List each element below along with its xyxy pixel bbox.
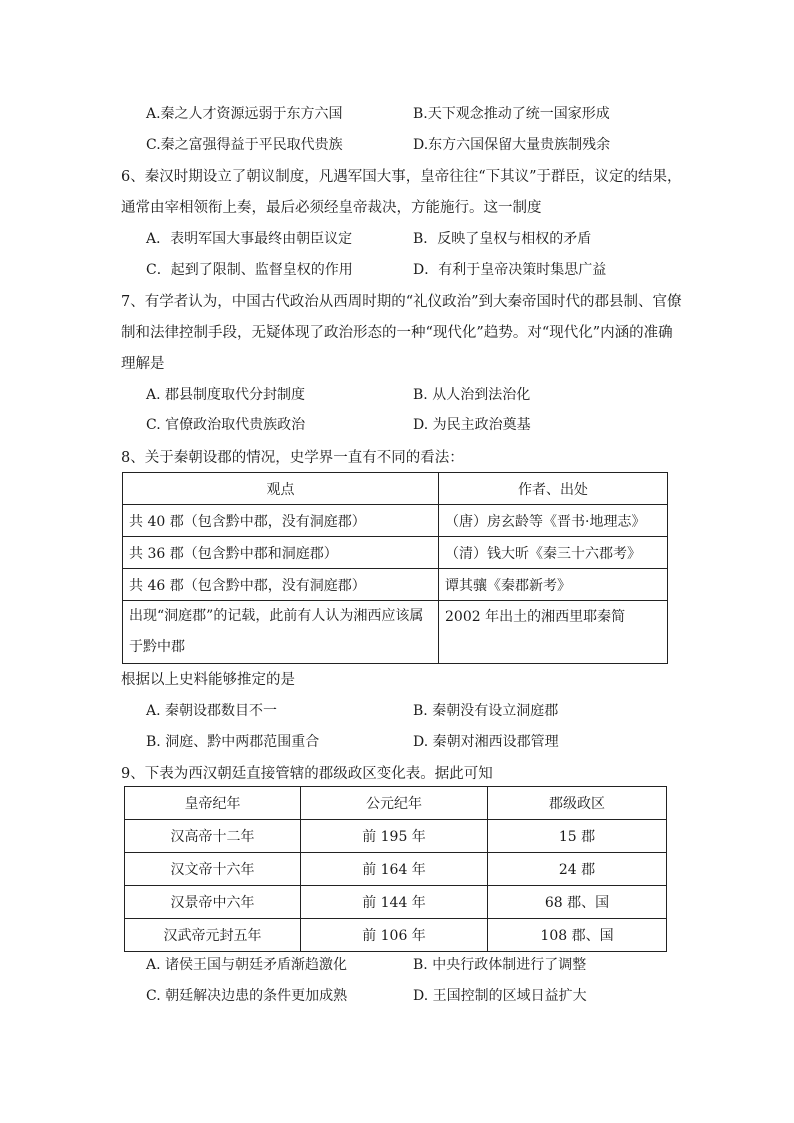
q6-option-b: B．反映了皇权与相权的矛盾 <box>413 231 592 247</box>
q7-stem-line3: 理解是 <box>121 356 165 372</box>
table-row <box>123 505 668 537</box>
q5-option-c: C.秦之富强得益于平民取代贵族 <box>146 137 343 153</box>
table-row <box>123 601 668 664</box>
q7-stem-line1: 7、有学者认为，中国古代政治从西周时期的“礼仪政治”到大秦帝国时代的郡县制、官僚 <box>121 294 682 310</box>
q5-option-b: B.天下观念推动了统一国家形成 <box>413 106 610 122</box>
table-row <box>125 886 667 919</box>
table-cell: 汉高帝十二年 <box>125 820 301 853</box>
table-cell-view: 共 36 郡（包含黔中郡和洞庭郡） <box>123 537 439 569</box>
table-row <box>125 919 667 952</box>
table-cell: 68 郡、国 <box>488 886 667 919</box>
q9-option-d: D. 王国控制的区域日益扩大 <box>413 988 587 1004</box>
q5-option-a: A.秦之人才资源远弱于东方六国 <box>146 106 343 122</box>
table-header-cell: 观点 <box>123 473 439 505</box>
table-cell: 前 106 年 <box>301 919 488 952</box>
q8-option-c: B. 洞庭、黔中两郡范围重合 <box>146 734 320 750</box>
table-cell-source: 谭其骧《秦郡新考》 <box>439 569 668 601</box>
table-cell: 汉武帝元封五年 <box>125 919 301 952</box>
q6-option-d: D．有利于皇帝决策时集思广益 <box>413 262 607 278</box>
table-cell: 24 郡 <box>488 853 667 886</box>
q7-stem-line2: 制和法律控制手段，无疑体现了政治形态的一种“现代化”趋势。对“现代化”内涵的准确 <box>121 325 673 341</box>
q8-table <box>122 472 668 664</box>
table-cell: 108 郡、国 <box>488 919 667 952</box>
q9-option-b: B. 中央行政体制进行了调整 <box>413 957 587 973</box>
q7-option-a: A. 郡县制度取代分封制度 <box>146 387 306 403</box>
table-header-cell: 郡级政区 <box>488 787 667 820</box>
q8-option-b: B. 秦朝没有设立洞庭郡 <box>413 703 559 719</box>
table-cell: 前 195 年 <box>301 820 488 853</box>
q6-stem-line1: 6、秦汉时期设立了朝议制度，凡遇军国大事，皇帝往往“下其议”于群臣，议定的结果， <box>121 169 682 185</box>
q9-option-a: A. 诸侯王国与朝廷矛盾渐趋激化 <box>146 957 348 973</box>
table-cell: 15 郡 <box>488 820 667 853</box>
q7-option-b: B. 从人治到法治化 <box>413 387 531 403</box>
table-cell: 汉文帝十六年 <box>125 853 301 886</box>
table-header-cell: 作者、出处 <box>439 473 668 505</box>
q9-table <box>124 786 667 952</box>
q8-after-text: 根据以上史料能够推定的是 <box>121 672 295 688</box>
table-row <box>123 537 668 569</box>
q9-option-c: C. 朝廷解决边患的条件更加成熟 <box>146 988 348 1004</box>
table-header-cell: 公元纪年 <box>301 787 488 820</box>
q7-option-d: D. 为民主政治奠基 <box>413 417 531 433</box>
q6-option-c: C．起到了限制、监督皇权的作用 <box>146 262 353 278</box>
table-row <box>125 820 667 853</box>
table-cell-source: （唐）房玄龄等《晋书·地理志》 <box>439 505 668 537</box>
q8-stem: 8、关于秦朝设郡的情况，史学界一直有不同的看法： <box>121 450 464 466</box>
table-cell-source: （清）钱大昕《秦三十六郡考》 <box>439 537 668 569</box>
table-cell-view: 出现“洞庭郡”的记载，此前有人认为湘西应该属于黔中郡 <box>123 601 439 664</box>
table-cell: 汉景帝中六年 <box>125 886 301 919</box>
q8-option-a: A. 秦朝设郡数目不一 <box>146 703 278 719</box>
q5-option-d: D.东方六国保留大量贵族制残余 <box>413 137 611 153</box>
q8-option-d: D. 秦朝对湘西设郡管理 <box>413 734 559 750</box>
q6-stem-line2: 通常由宰相领衔上奏，最后必须经皇帝裁决，方能施行。这一制度 <box>121 200 542 216</box>
q6-option-a: A．表明军国大事最终由朝臣议定 <box>146 231 353 247</box>
table-cell-view: 共 46 郡（包含黔中郡，没有洞庭郡） <box>123 569 439 601</box>
table-cell: 前 164 年 <box>301 853 488 886</box>
table-row <box>123 569 668 601</box>
table-cell: 前 144 年 <box>301 886 488 919</box>
q7-option-c: C. 官僚政治取代贵族政治 <box>146 417 306 433</box>
table-cell-source: 2002 年出土的湘西里耶秦简 <box>439 601 668 664</box>
table-cell-view: 共 40 郡（包含黔中郡，没有洞庭郡） <box>123 505 439 537</box>
table-header-row <box>125 787 667 820</box>
q9-stem: 9、下表为西汉朝廷直接管辖的郡级政区变化表。据此可知 <box>121 766 493 782</box>
table-header-cell: 皇帝纪年 <box>125 787 301 820</box>
table-header-row <box>123 473 668 505</box>
table-row <box>125 853 667 886</box>
